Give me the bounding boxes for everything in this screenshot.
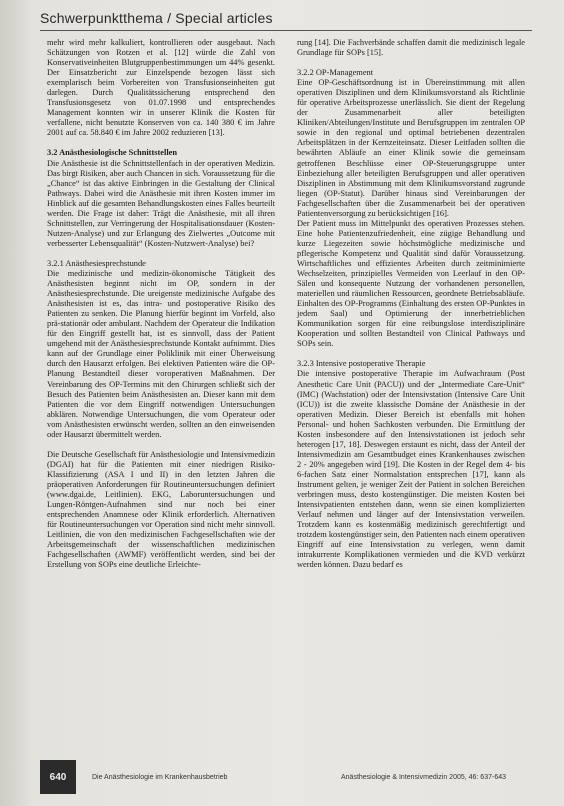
paragraph: Der Patient muss im Mittelpunkt des operativen Prozesses stehen. Eine hohe Patientenzufriedenheit, eine zügige Behandlung und kurze Liegezeiten sowie höchstmögliche medizinische und pflegerische Kompetenz und Qualität sind dafür Voraussetzung. Wirtschaftliches und effizientes Arbeiten durch zeitminimierte Wechselzeiten, prinzipielles Vermeiden von Leerlauf in den OP-Sälen und konsequente Nutzung der vorhandenen personellen, materiellen und räumlichen Ressourcen, geordnete Betriebsabläufe. Einhalten des OP-Programms (Einhaltung des ersten OP-Punktes in jedem Saal) und Optimierung der innerbetrieblichen Kommunikation sorgen für eine reibungslose interdisziplinäre Kooperation und sollten Bestandteil von Clinical Pathways und SOPs sein. <box>297 218 525 349</box>
footer-citation: Anästhesiologie & Intensivmedizin 2005, 46: 637-643 <box>341 774 506 781</box>
paragraph: Die Deutsche Gesellschaft für Anästhesiologie und Intensivmedizin (DGAI) hat für die Patienten mit einer niedrigen Risiko-Klassifizierung (ASA I und II) in den letzten Jahren die präoperativen Anforderungen für Routineuntersuchungen definiert (www.dgai.de, Leitlinien). EKG, Laboruntersuchungen und Lungen-Röntgen-Aufnahmen sind nur noch bei einer entsprechenden Anamnese oder Klinik erforderlich. Alternativen für Routineuntersuchungen vor Operation sind nicht mehr sinnvoll. Leitlinien, die von den medizinischen Fachgesellschaften wie der Arbeitsgemeinschaft der wissenschaftlichen medizinischen Fachgesellschaften (AWMF) veröffentlicht werden, sind bei der Erstellung von SOPs eine deutliche Erleichte- <box>47 449 275 570</box>
subsection-heading: 3.2.2 OP-Management <box>297 68 374 78</box>
paragraph: Die medizinische und medizin-ökonomische Tätigkeit des Anästhesisten beginnt nicht im OP, sondern in der Anästhesiesprechstunde. Die ureigenste medizinische Aufgabe des Anästhesisten ist es, das intra- und postoperative Risiko des Patienten zu senken. Die Planung hierfür beginnt im Vorfeld, also prä-stationär oder ambulant. Nachdem der Operateur die Indikation für den Eingriff gestellt hat, ist es sinnvoll, dass der Patient umgehend mit der Anästhesiesprechstunde Kontakt aufnimmt. Dies kann auf der Grundlage einer Poliklinik mit einer Überweisung durch den Hausarzt erfolgen. Bei elektiven Patienten wäre die OP-Planung Bestandteil dieser voroperativen Maßnahmen. Der Vereinbarung des OP-Termins mit den Chirurgen schließt sich der Besuch des Patienten beim Anästhesisten an. Dieser kann mit dem Patienten die vor dem Eingriff notwendigen Untersuchungen abklären. Notwendige Untersuchungen, die vom Operateur oder vom Anästhesisten erwünscht werden, sollten an den einweisenden oder Hausarzt übermittelt werden. <box>47 268 275 439</box>
paragraph: Die intensive postoperative Therapie im Aufwachraum (Post Anesthetic Care Unit (PACU)) und der „Intermediate Care-Unit“ (IMC) (Wachstation) oder der Intensivstation (Intensive Care Unit (ICU)) ist die zweite klassische Domäne der Anästhesie in der operativen Medizin. Dieser Bereich ist ebenfalls mit hohen Personal- und hohen Sachkosten verbunden. Die Ermittlung der Kosten insbesondere auf den Intensivstationen ist jedoch sehr heterogen [17, 18]. Deswegen erstaunt es nicht, dass der Anteil der Intensivmedizin am Gesamtbudget eines Krankenhauses zwischen 2 - 20% angegeben wird [19]. Die Kosten in der Regel dem 4- bis 6-fachen Satz einer Normalstation entsprechen [17], kann als Instrument gelten, je weniger Zeit der Patient in solchen Bereichen verbringen muss, desto kostengünstiger. Die meisten Kosten bei Intensivpatienten entstehen dann, wenn sie einen komplizierten Verlauf nehmen und länger auf der Intensivstation verweilen. Trotzdem kann es kostenmäßig medizinisch gerechtfertigt und trotzdem kostengünstiger sein, den Patienten nach einem operativen Eingriff auf eine Intensivstation zu verlegen, wenn damit intrakurrente Komplikationen vermieden und die KVD verkürzt werden können. Dazu bedarf es <box>297 369 525 570</box>
header-rule <box>40 30 532 31</box>
paragraph: mehr wird mehr kalkuliert, kontrollieren oder ausgebaut. Nach Schätzungen von Rotzen et al. [12] würde die Zahl von Konservativeinheiten Blutgruppenbestimmungen um 44% gesenkt. Der Einsatzbericht zur Einzelspende bezogen lässt sich exemplarisch beim Vorbereiten von Transfusionseinheiten gut darlegen. Durch Qualitätssicherung entsprechend den Transfusionsgesetz von 01.07.1998 und entsprechendes Management konnten wir in unserer Klinik die Kosten für verfallene, nicht benutzte Konserven von ca. 140 380 € im Jahre 2001 auf ca. 58.840 € im Jahre 2002 reduzieren [13]. <box>47 38 275 138</box>
subsection-heading: 3.2.1 Anästhesiesprechstunde <box>47 258 146 268</box>
section-heading: 3.2 Anästhesiologische Schnittstellen <box>47 148 178 158</box>
left-column <box>47 38 275 570</box>
footer-journal-title: Die Anästhesiologie im Krankenhausbetrieb <box>92 774 228 781</box>
page-number: 640 <box>40 760 76 794</box>
section-header: Schwerpunktthema / Special articles <box>40 10 273 26</box>
paragraph: rung [14]. Die Fachverbände schaffen damit die medizinisch legale Grundlage für SOPs [15]. <box>297 38 525 58</box>
right-column <box>297 38 525 570</box>
paragraph: Die Anästhesie ist die Schnittstellenfach in der operativen Medizin. Das birgt Risiken, aber auch Chancen in sich. Voraussetzung für die „Chance“ ist das aktive Einbringen in die Gestaltung der Clinical Pathways. Dabei wird die Anästhesie mit ihren Kosten immer im Hinblick auf die gesamten Behandlungskosten eines Falles beurteilt werden. Die Frage ist daher: Trägt die Anästhesie, mit all ihren Schnittstellen, zur Verringerung der Hospitalisationsdauer (Kosten-Nutzen-Analyse) und zur Erlangung des Zielwertes „Outcome mit verbesserter Lebensqualität“ (Kosten-Nutzwert-Analyse) bei? <box>47 158 275 248</box>
subsection-heading: 3.2.3 Intensive postoperative Therapie <box>297 359 426 369</box>
paragraph: Eine OP-Geschäftsordnung ist in Übereinstimmung mit allen operativen Disziplinen und dem Klinikumsvorstand als Richtlinie für operative Arbeitsprozesse unerlässlich. Sie dient der Regelung der Zusammenarbeit aller beteiligten Kliniken/Abteilungen/Institute und Berufsgruppen im zentralen OP sowie in den regional und optimal betriebenen dezentralen Arbeitsplätzen in der Kernzeiteinsatz. Dieser Leitfaden sollten die bewährten Abläufe an einer Klinik sowie die gemeinsam getroffenen Beschlüsse einer OP-Steuerungsgruppe unter Einbeziehung aller beteiligten Berufsgruppen und aller operativen Disziplinen in Abstimmung mit dem Klinikumsvorstand zugrunde liegen (OP-Statut). Darüber hinaus sind Vereinbarungen der Fachgesellschaften über die Zusammenarbeit bei der operativen Patientenversorgung zu berücksichtigen [16]. <box>297 78 525 218</box>
